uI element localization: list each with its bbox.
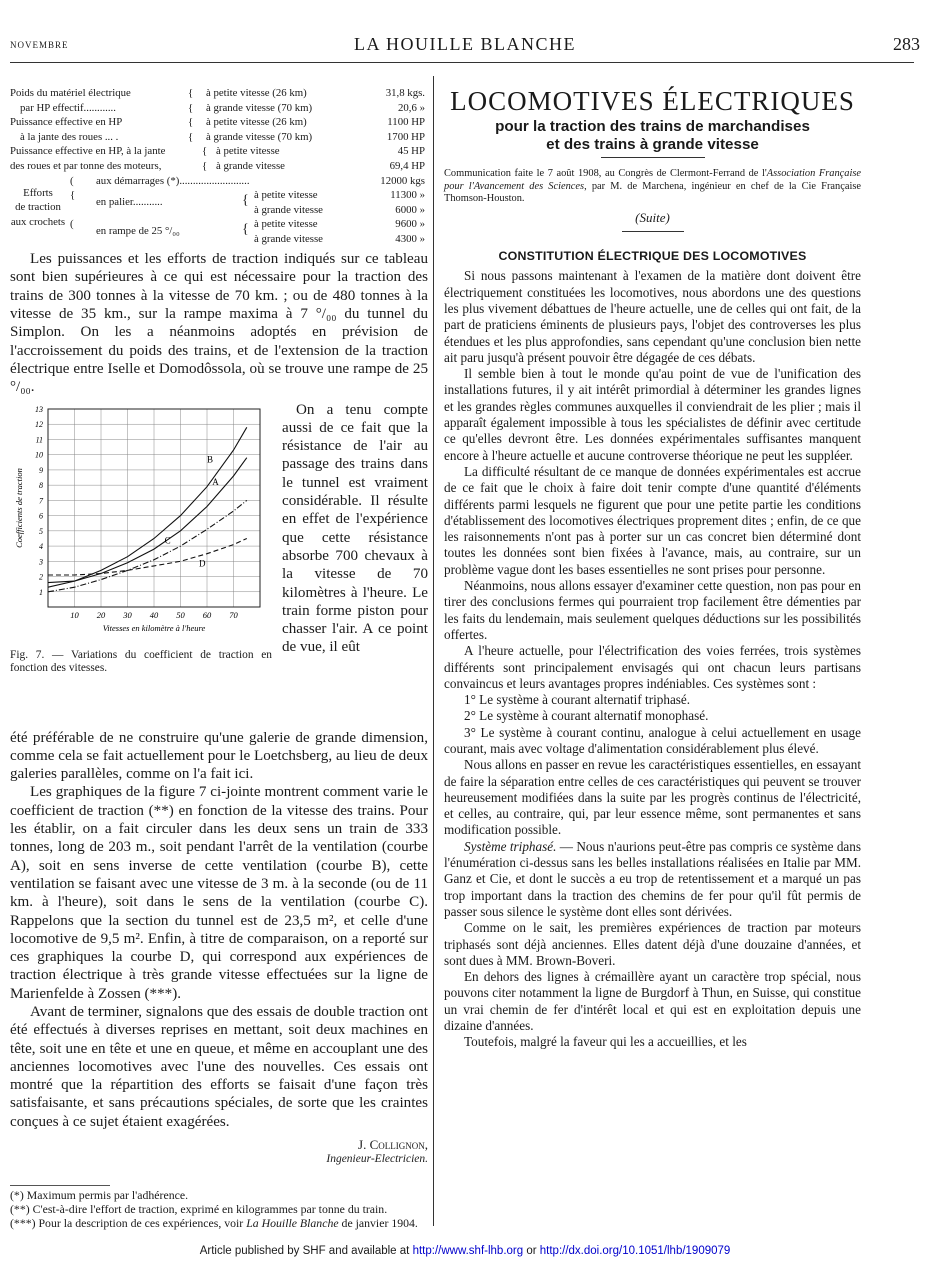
paragraph: Toutefois, malgré la faveur qui les a accueillies, et les — [464, 1034, 747, 1050]
y-tick-label: 10 — [35, 450, 43, 460]
spec-row — [70, 188, 428, 209]
paragraph: A l'heure actuelle, pour l'électrification des voies ferrées, trois systèmes différents sont principalement envisagés qui ont chacun leurs partisans convaincus et leurs avantages propres indéniables. Ces systèmes sont : — [444, 643, 861, 691]
y-tick-label: 11 — [35, 434, 43, 444]
brace: { — [70, 189, 76, 202]
header-month: NOVEMBRE — [10, 40, 69, 50]
brace: { — [242, 193, 249, 209]
author-role: Ingenieur-Electricien. — [326, 1153, 428, 1166]
x-tick-label: 50 — [176, 609, 185, 620]
spec-value: 11300 » — [390, 189, 425, 202]
spec-label: aux démarrages (*).......................... — [96, 174, 250, 187]
brace: { — [188, 116, 194, 129]
spec-label: des roues et par tonne des moteurs, — [10, 159, 162, 172]
spec-label: par HP effectif............ — [20, 101, 116, 114]
spec-value: 6000 » — [395, 203, 425, 216]
spec-value: 1100 HP — [387, 116, 425, 129]
figure-caption: Fig. 7. — Variations du coefficient de traction en fonction des vitesses. — [10, 648, 272, 674]
author-name: J. Collignon, — [358, 1137, 428, 1153]
footnote-text: (***) Pour la description de ces expériences, voir — [10, 1216, 247, 1231]
x-tick-label: 60 — [202, 609, 212, 620]
article-subtitle: pour la traction des trains de marchandises — [495, 118, 810, 135]
list-item: 3° Le système à courant continu, analogue à celui actuellement en usage courant, mais avec voltage d'alimentation considérablement plus élevé. — [444, 724, 861, 756]
series-line-b — [48, 427, 247, 587]
signature-block — [10, 1137, 428, 1167]
comm-association: Association Française pour l'Avancement des Sciences — [444, 168, 861, 192]
efforts-label — [10, 186, 66, 230]
footnote: (*) Maximum permis par l'adhérence. — [10, 1188, 189, 1203]
y-tick-label: 8 — [39, 480, 43, 490]
suite-label: (Suite) — [635, 209, 670, 225]
spec-condition: à grande vitesse — [254, 232, 323, 245]
y-tick-label: 1 — [39, 587, 43, 597]
spec-label: en palier........... — [96, 196, 163, 209]
footer-text: or — [523, 1245, 540, 1257]
spec-row — [10, 101, 428, 116]
spec-label: à la jante des roues ... . — [20, 130, 119, 143]
paragraph: Les puissances et les efforts de traction indiqués sur ce tableau sont bien supérieures à ce qui est nécessaire pour la traction des trains de 300 tonnes à la vitesse de 70 km. ; ou de 480 tonnes à la vitesse de 35 km., sur la rampe maxima à 7 °/₀₀ du tunnel du Simplon. On les a néanmoins adoptés en prévision de l'accroissement du poids des trains, et de l'extension de la traction électrique entre Iselle et Domodôssola, où se trouve une rampe de 25 °/₀₀. — [10, 251, 428, 396]
footnote — [10, 1216, 428, 1230]
y-tick-label: 12 — [35, 419, 43, 429]
series-label-a: A — [212, 476, 219, 487]
wrapped-paragraph — [282, 401, 428, 657]
x-axis-label: Vitesses en kilomètre à l'heure — [102, 622, 206, 633]
brace: { — [202, 159, 208, 172]
list-item: 2° Le système à courant alternatif monophasé. — [464, 708, 709, 724]
footnote-text: de janvier 1904. — [338, 1216, 418, 1231]
spec-table — [10, 86, 428, 246]
left-column — [10, 86, 428, 1230]
y-tick-label: 7 — [39, 495, 43, 505]
figure-7 — [10, 401, 428, 737]
spec-condition: à petite vitesse (26 km) — [206, 87, 307, 99]
traction-chart — [10, 403, 272, 641]
spec-value: 45 HP — [397, 145, 425, 158]
y-tick-label: 6 — [39, 511, 43, 521]
brace: { — [188, 87, 194, 99]
paragraph: Il semble bien à tout le monde qu'au point de vue de l'unification des installations futures, il y ait intérêt primordial à déterminer les grandes lignes et les grandes règles communes auxquelles il conviendrait de les plier ; mais il apparaît également impossible à tous les spécialistes de définir avec certitude ce qu'elles devront être. Les données expérimentales suffisantes manquent encore à l'heure actuelle et aucune controverse théorique ne peut les suppléer. — [444, 366, 861, 463]
page-number: 283 — [893, 34, 920, 54]
y-tick-label: 5 — [39, 526, 43, 536]
brace: { — [188, 101, 194, 114]
spec-condition: à petite vitesse (26 km) — [206, 116, 307, 129]
efforts-label-line: aux crochets — [10, 215, 66, 228]
brace: ( — [70, 174, 74, 187]
x-tick-label: 30 — [123, 609, 132, 620]
y-tick-label: 9 — [39, 465, 43, 475]
x-tick-label: 20 — [96, 609, 106, 620]
brace: { — [202, 145, 208, 158]
page-footer — [0, 1245, 930, 1257]
article-title: LOCOMOTIVES ÉLECTRIQUES — [450, 86, 855, 116]
right-column — [444, 86, 861, 1051]
suite-rule — [622, 231, 684, 232]
efforts-label-line: Efforts — [23, 186, 53, 199]
y-axis-label: Coefficients de traction — [14, 467, 24, 548]
footnote-journal: La Houille Blanche — [246, 1216, 339, 1231]
journal-title: LA HOUILLE BLANCHE — [354, 34, 576, 54]
paragraph: Nous allons en passer en revue les caractéristiques essentielles, en essayant de faire la séparation entre celles de ces caractéristiques qui peuvent se trouver heureusement modifiées dans la suite par les progrès continus de l'électricité, et celles, au contraire, qui, par leur essence même, sont permanentes et sans modification possible. — [444, 757, 861, 838]
comm-text: , par M. de Marchena, ingénieur en chef de la Cie Française Thomson-Houston. — [444, 180, 861, 205]
spec-condition: à petite vitesse — [254, 189, 318, 202]
spec-condition: à petite vitesse — [216, 145, 280, 158]
footer-text: Article published by SHF and available at — [199, 1245, 413, 1257]
spec-value: 20,6 » — [398, 101, 425, 114]
spec-label: Poids du matériel électrique — [10, 87, 131, 99]
y-tick-label: 2 — [39, 572, 43, 582]
spec-value: 1700 HP — [386, 130, 425, 143]
x-tick-label: 40 — [149, 609, 159, 620]
spec-condition: à grande vitesse — [254, 203, 323, 216]
paragraph: Néanmoins, nous allons essayer d'examiner cette question, non pas pour en tirer des conclusions fermes qui pourraient trop facilement être démenties par les faits du lendemain, mais seulement quelques déductions sur les possibilités offertes. — [444, 578, 861, 642]
page-header — [10, 34, 920, 56]
series-line-d — [48, 538, 247, 575]
header-rule — [10, 62, 914, 63]
spec-value: 69,4 HP — [389, 159, 425, 172]
spec-condition: à grande vitesse (70 km) — [206, 101, 313, 114]
brace: { — [188, 130, 194, 143]
spec-value: 9600 » — [395, 218, 425, 231]
series-label-c: C — [164, 535, 171, 546]
paragraph: Comme on le sait, les premières expériences de traction par moteurs triphasés sont déjà anciennes. Elles datent déjà d'une douzaine d'années, et sont dues à MM. Brown-Boveri. — [444, 920, 861, 968]
spec-row — [70, 217, 428, 238]
paragraph: Si nous passons maintenant à l'examen de la matière dont doivent être électriquement constituées les locomotives, nous abordons une des questions les plus vivement débattues de l'heure actuelle, une de celles qui ont fait, de la part de praticiens éminents de plusieurs pays, l'objet des controverses les plus étendues et les plus approfondies, sans cependant qu'une conclusion bien nette ait paru jusqu'à présent pouvoir être dégagée de ces débats. — [444, 268, 861, 365]
spec-value: 31,8 kgs. — [385, 87, 425, 99]
paragraph: été préférable de ne construire qu'une galerie de grande dimension, comme cela se fait actuellement pour le Loetchsberg, au lieu de deux galeries parallèles, comme on l'a fait ici. — [10, 729, 428, 783]
spec-value: 12000 kgs — [380, 174, 425, 187]
article-subtitle: et des trains à grande vitesse — [546, 136, 759, 153]
spec-row — [10, 130, 428, 145]
spec-label: Puissance effective en HP, à la jante — [10, 145, 166, 158]
paragraph-text: — Nous n'aurions peut-être pas compris ce système dans l'énumération ci-dessus sans les belles installations réalisées en Italie par MM. Ganz et Cie, et dont le succès a eu trop de retentissement et a marqué un pas trop important dans la traction des chemins de fer pour qu'il fût permis de passer sous silence le système dont elles sont dérivées. — [444, 838, 861, 919]
comm-text: Communication faite le 7 août 1908, au Congrès de Clermont-Ferrand de l' — [444, 168, 767, 179]
paragraph — [444, 839, 861, 920]
footnotes — [10, 1188, 428, 1230]
subsection-title: Système triphasé. — [464, 838, 557, 854]
spec-condition: à grande vitesse (70 km) — [206, 130, 313, 143]
spec-condition: à grande vitesse — [216, 159, 285, 172]
column-divider — [433, 76, 434, 1226]
y-tick-label: 3 — [39, 556, 43, 566]
spec-row — [10, 86, 428, 101]
series-label-b: B — [207, 453, 214, 464]
spec-row — [70, 174, 428, 189]
y-tick-label: 4 — [39, 541, 43, 551]
spec-label: Puissance effective en HP — [10, 116, 123, 129]
y-tick-label: 13 — [35, 404, 43, 414]
footer-link-shf[interactable]: http://www.shf-lhb.org — [412, 1245, 524, 1257]
wrapped-text: On a tenu compte aussi de ce fait que la résistance de l'air au passage des trains dans le tunnel est vraiment considérable. Il résulte en effet de l'expérience que cette résistance absorbe 700 chevaux à la vitesse de 70 kilomètres à l'heure. Le train forme piston pour chasser l'air. A ce point de vue, il eût — [282, 401, 428, 656]
spec-row — [10, 159, 428, 174]
series-label-d: D — [199, 558, 206, 569]
x-tick-label: 70 — [229, 609, 238, 620]
paragraph: Avant de terminer, signalons que des essais de double traction ont été effectués à diverses reprises en mettant, soit deux machines en tête, soit une en tête et une en queue, et même en accouplant une des anciennes locomotives avec l'une des nouvelles. Ces essais ont montré que la répartition des efforts se faisait d'une façon très satisfaisante, et sans précautions spéciales, de sorte que les craintes conçues à ce sujet étaient exagérées. — [10, 1003, 428, 1130]
section-heading: CONSTITUTION ÉLECTRIQUE DES LOCOMOTIVES — [498, 249, 807, 264]
spec-row — [70, 203, 428, 218]
footnote: (**) C'est-à-dire l'effort de traction, exprimé en kilogrammes par tonne du train. — [10, 1202, 388, 1217]
brace: { — [242, 222, 249, 238]
paragraph: La difficulté résultant de ce manque de données expérimentales est accrue de ce fait que le choix à faire doit tenir compte d'une quantité d'éléments différents parmi lesquels ne figurent que pour une petite partie les conditions d'établissement des locomotives électriques proprement dites ; enfin, de ce que les raisonnements n'ont pas à porter sur un cas concret bien déterminé dont toutes les données sont bien fixées à l'avance, mais, au contraire, sur un problème vague dont les bases essentielles ne sont prises pour personne. — [444, 463, 861, 577]
x-tick-label: 10 — [70, 609, 79, 620]
communication-note — [444, 168, 861, 206]
spec-value: 4300 » — [395, 232, 425, 245]
spec-condition: à petite vitesse — [254, 218, 318, 231]
brace: ( — [70, 218, 74, 231]
paragraph: En dehors des lignes à crémaillère ayant un caractère trop spécial, nous pouvons citer notamment la ligne de Burgdorf à Thun, en Suisse, qui constitue un vrai chemin de fer d'intérêt local et qui est en exploitation depuis une dizaine d'années. — [444, 969, 861, 1034]
spec-row — [10, 115, 428, 130]
list-item: 1° Le système à courant alternatif triphasé. — [464, 692, 691, 708]
efforts-label-line: de traction — [15, 201, 61, 214]
efforts-block — [10, 174, 428, 238]
paragraph: Les graphiques de la figure 7 ci-jointe montrent comment varie le coefficient de traction (**) en fonction de la vitesse des trains. Pour les établir, on a fait circuler dans les deux sens un train de 333 tonnes, long de 203 m., soit pendant l'arrêt de la ventilation (courbe A), soit en sens inverse de cette ventilation (courbe B), cette ventilation se faisant avec une vitesse de 3 m. à la seconde (ou de 11 km. à l'heure), soit dans le sens de la ventilation (courbe C). Rappelons que la section du tunnel est de 23,5 m², et celle d'une locomotive de 9,5 m². Enfin, à titre de comparaison, on a reporté sur ces graphiques la courbe D, qui correspond aux expériences de traction électrique à très grande vitesse effectuées sur la ligne de Marienfelde à Zossen (***). — [10, 784, 428, 1002]
title-rule — [601, 157, 705, 158]
footer-link-doi[interactable]: http://dx.doi.org/10.1051/lhb/1909079 — [539, 1245, 731, 1257]
spec-label: en rampe de 25 °/₀₀ — [96, 225, 180, 238]
spec-row — [10, 232, 428, 247]
spec-row — [10, 144, 428, 159]
